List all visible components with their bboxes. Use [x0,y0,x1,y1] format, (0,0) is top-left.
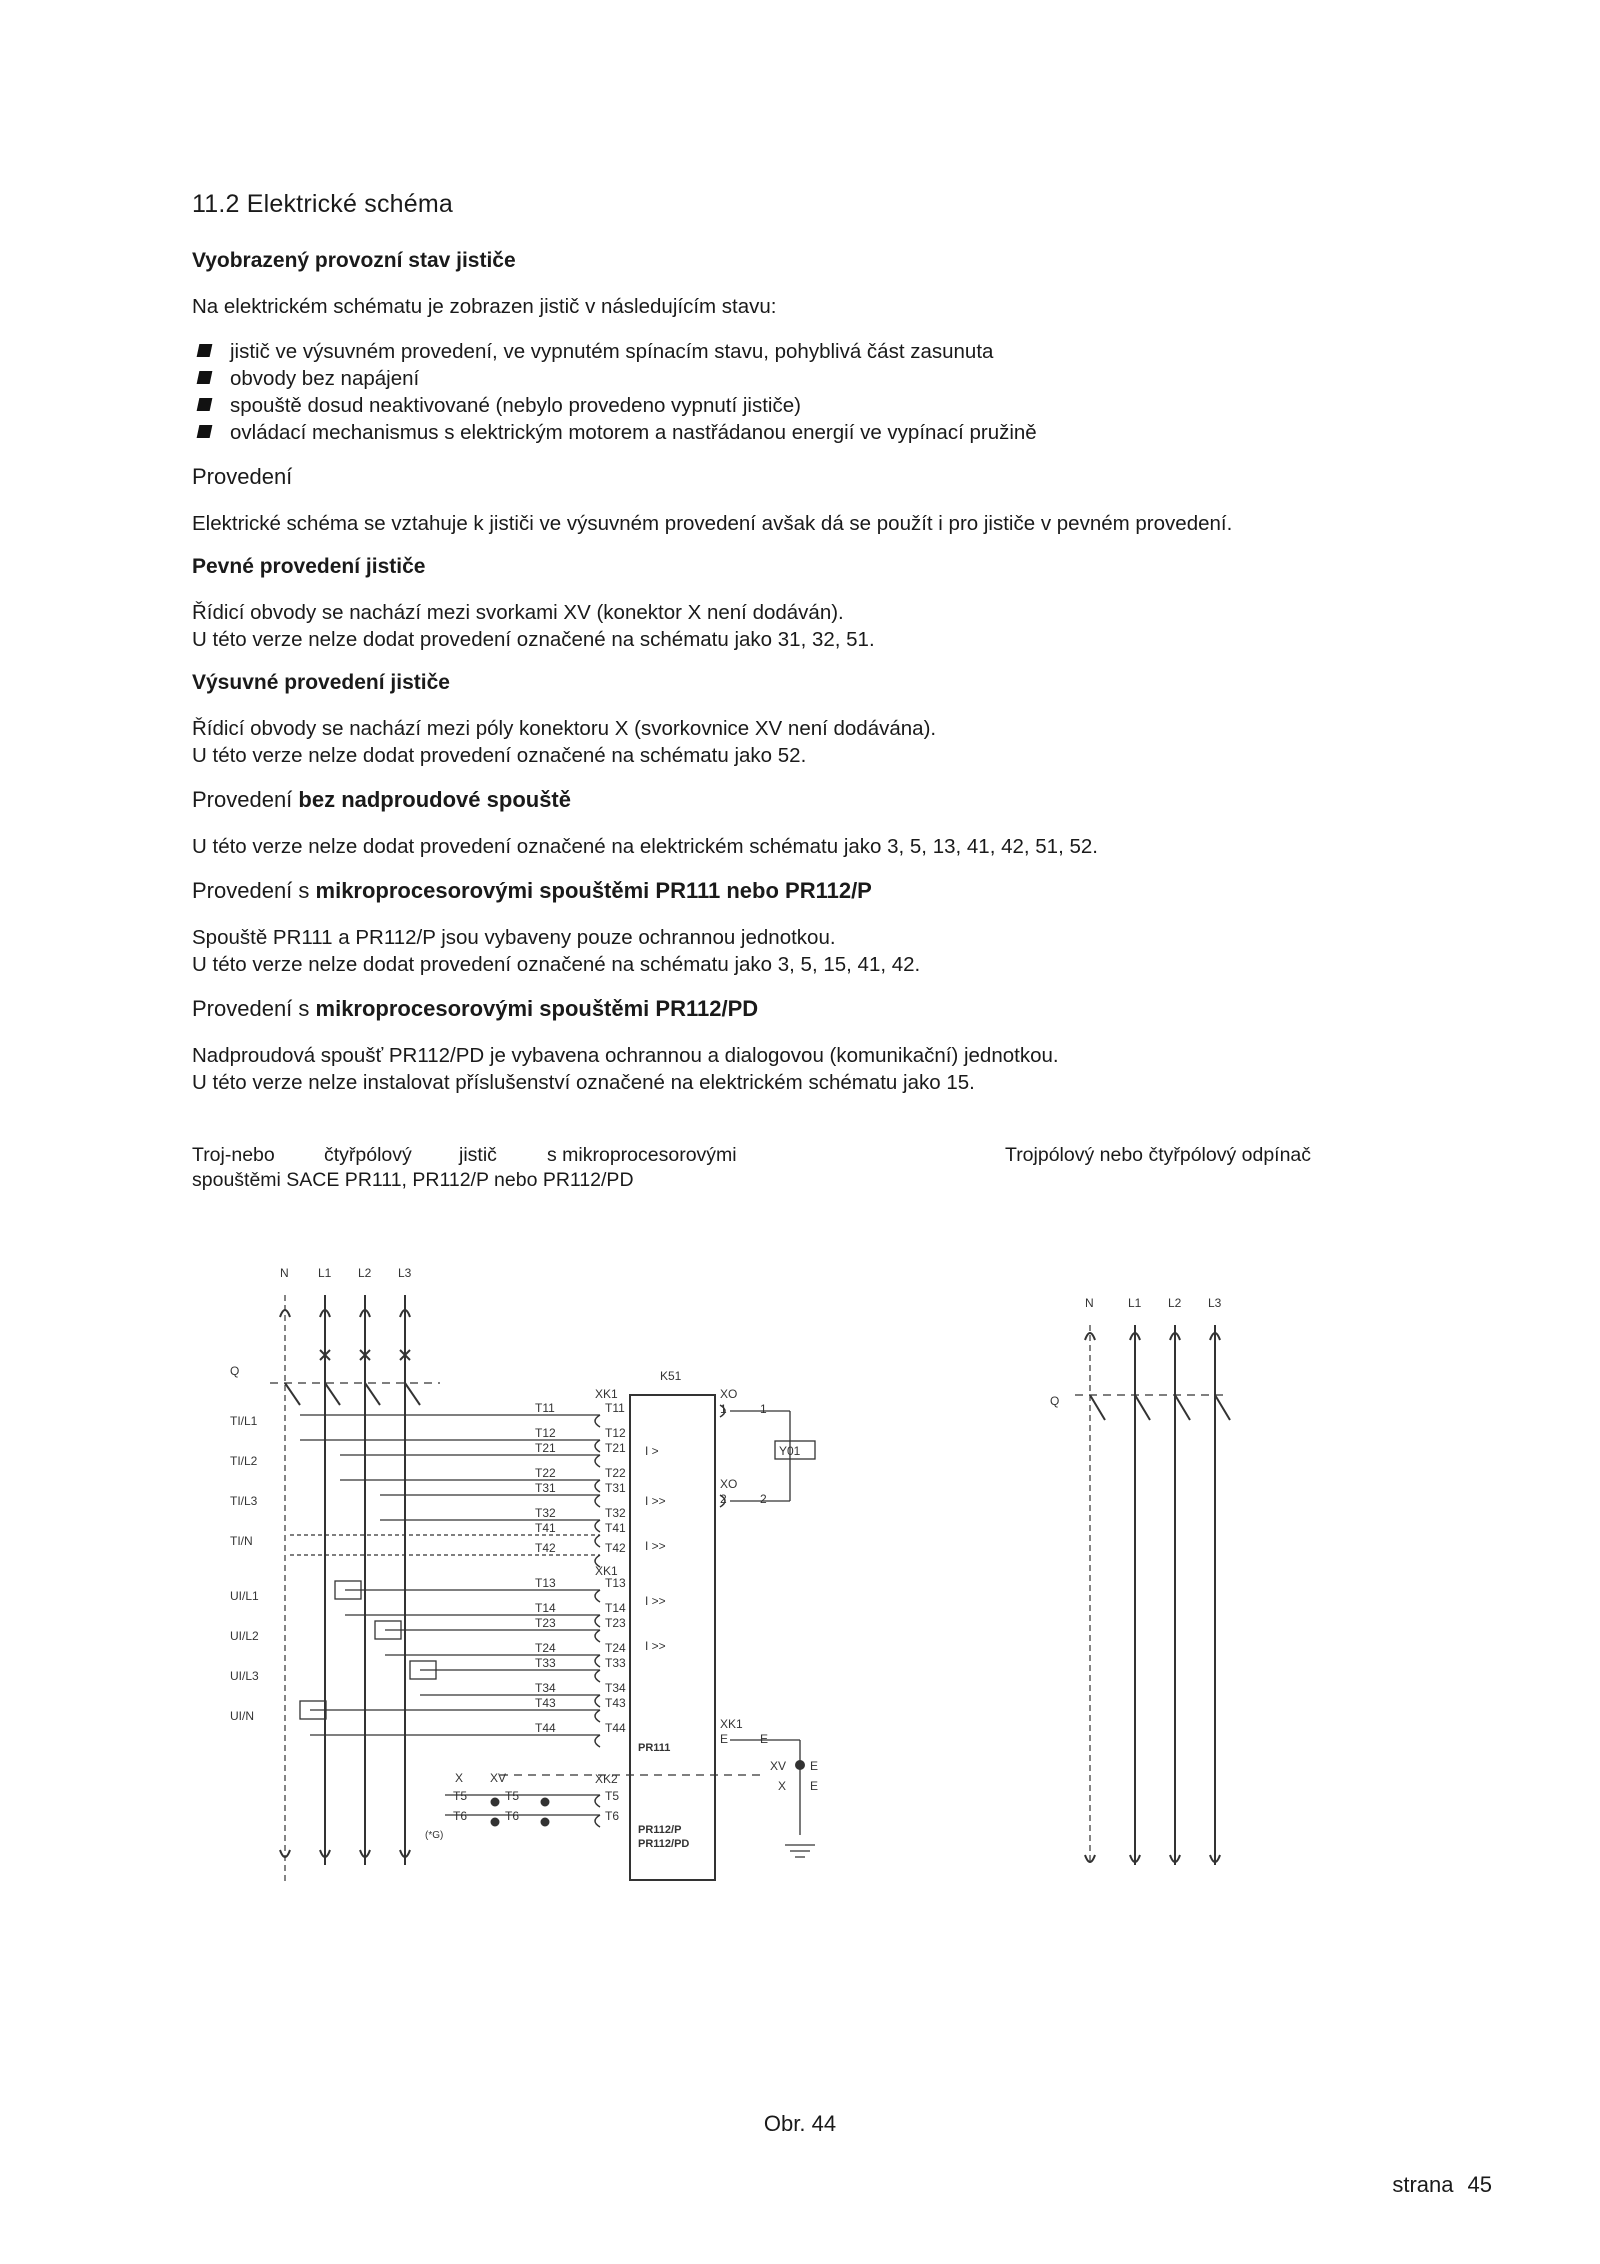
svg-text:E: E [720,1732,729,1746]
svg-text:I >: I > [645,1444,659,1458]
bullet-square-icon [197,344,213,357]
svg-text:2: 2 [760,1492,767,1506]
svg-text:2: 2 [720,1492,727,1506]
svg-text:(*G): (*G) [425,1830,444,1841]
svg-text:T24: T24 [605,1641,626,1655]
text-column [192,190,1452,1114]
list-item: obvody bez napájení [192,365,1452,392]
svg-text:T12: T12 [605,1426,626,1440]
svg-text:UI/N: UI/N [230,1709,254,1723]
svg-text:L3: L3 [1208,1296,1222,1310]
svg-text:T13: T13 [605,1576,626,1590]
section-title: 11.2 Elektrické schéma [192,190,453,218]
svg-text:T23: T23 [535,1616,556,1630]
svg-text:1: 1 [720,1402,727,1416]
svg-text:XK1: XK1 [595,1387,618,1401]
svg-text:I >>: I >> [645,1639,666,1653]
svg-text:T32: T32 [605,1506,626,1520]
svg-text:T41: T41 [605,1521,626,1535]
svg-text:T43: T43 [605,1696,626,1710]
svg-text:T34: T34 [535,1681,556,1695]
svg-text:TI/L1: TI/L1 [230,1414,258,1428]
svg-text:T22: T22 [605,1466,626,1480]
svg-text:T5: T5 [505,1789,520,1803]
pevne-heading: Pevné provedení jističe [192,555,426,578]
svg-text:T14: T14 [535,1601,556,1615]
pr112pd-heading: Provedení s mikroprocesorovými spouštěmi PR112/PD [192,996,759,1021]
svg-text:X: X [778,1779,787,1793]
svg-text:1: 1 [760,1402,767,1416]
svg-text:PR111: PR111 [638,1742,671,1754]
svg-text:E: E [810,1759,819,1773]
svg-text:T21: T21 [535,1441,556,1455]
bez-spouste-heading: Provedení bez nadproudové spouště [192,787,571,812]
caption-disconnector: Trojpólový nebo čtyřpólový odpínač [1005,1144,1312,1166]
svg-text:T34: T34 [605,1681,626,1695]
svg-text:T11: T11 [535,1401,555,1415]
pevne-text: Řídicí obvody se nachází mezi svorkami XV (konektor X není dodáván). U této verze nelze dodat provedení označené na schématu jako 31, 32, 51. [192,601,875,651]
svg-text:E: E [810,1779,819,1793]
svg-text:T14: T14 [605,1601,626,1615]
svg-text:L1: L1 [1128,1296,1142,1310]
svg-text:Y01: Y01 [779,1444,801,1458]
svg-text:XK1: XK1 [595,1564,618,1578]
svg-text:T42: T42 [535,1541,556,1555]
svg-text:XV: XV [770,1759,787,1773]
svg-text:Q: Q [230,1364,240,1378]
svg-text:T33: T33 [605,1656,626,1670]
svg-text:PR112/P: PR112/P [638,1824,682,1836]
state-bullet-list [192,338,1452,446]
svg-text:L2: L2 [1168,1296,1182,1310]
svg-text:XK2: XK2 [595,1772,618,1786]
svg-text:T31: T31 [535,1481,556,1495]
svg-text:XK1: XK1 [720,1717,743,1731]
svg-text:N: N [280,1266,289,1280]
svg-text:TI/N: TI/N [230,1534,253,1548]
svg-text:X: X [455,1771,464,1785]
vysuvne-text: Řídicí obvody se nachází mezi póly konektoru X (svorkovnice XV není dodávána). U této verze nelze dodat provedení označené na schématu jako 52. [192,717,937,767]
svg-text:T6: T6 [605,1809,620,1823]
svg-text:T6: T6 [505,1809,520,1823]
svg-text:XO: XO [720,1387,738,1401]
figure-caption: Obr. 44 [763,2111,837,2136]
svg-text:TI/L3: TI/L3 [230,1494,258,1508]
svg-text:UI/L1: UI/L1 [230,1589,259,1603]
svg-text:TI/L2: TI/L2 [230,1454,258,1468]
svg-text:N: N [1085,1296,1094,1310]
pr111-heading: Provedení s mikroprocesorovými spouštěmi PR111 nebo PR112/P [192,878,872,903]
bez-spouste-text: U této verze nelze dodat provedení označené na elektrickém schématu jako 3, 5, 13, 41, 42, 51, 52. [192,835,1098,858]
svg-text:T12: T12 [535,1426,556,1440]
svg-text:E: E [760,1732,769,1746]
svg-text:T21: T21 [605,1441,626,1455]
caption-breaker: Troj-nebo čtyřpólový jistič s mikroprocesorovými spouštěmi SACE PR111, PR112/P nebo PR112/PD [192,1144,737,1191]
svg-text:L2: L2 [358,1266,372,1280]
state-heading: Vyobrazený provozní stav jističe [192,249,516,272]
provedeni-text: Elektrické schéma se vztahuje k jističi ve výsuvném provedení avšak dá se použít i pro jističe v pevném provedení. [192,512,1233,535]
svg-text:I >>: I >> [645,1594,666,1608]
state-intro: Na elektrickém schématu je zobrazen jistič v následujícím stavu: [192,295,777,318]
svg-text:UI/L2: UI/L2 [230,1629,259,1643]
list-item: jistič ve výsuvném provedení, ve vypnutém spínacím stavu, pohyblivá část zasunuta [192,338,1452,365]
pr112pd-text: Nadproudová spoušť PR112/PD je vybavena ochrannou a dialogovou (komunikační) jednotkou. U této verze nelze instalovat příslušenství označené na elektrickém schématu jako 15. [192,1044,1059,1094]
svg-text:T31: T31 [605,1481,626,1495]
svg-text:T5: T5 [453,1789,468,1803]
bullet-square-icon [197,398,213,411]
page-number: strana 45 [1392,2172,1492,2197]
svg-text:T42: T42 [605,1541,626,1555]
svg-text:XO: XO [720,1477,738,1491]
svg-text:L3: L3 [398,1266,412,1280]
svg-text:PR112/PD: PR112/PD [638,1838,690,1850]
bullet-square-icon [197,371,213,384]
svg-text:I >>: I >> [645,1494,666,1508]
vysuvne-heading: Výsuvné provedení jističe [192,671,450,694]
svg-text:I >>: I >> [645,1539,666,1553]
svg-text:K51: K51 [660,1369,682,1383]
svg-text:T32: T32 [535,1506,556,1520]
schematic-svg [200,1255,1360,1895]
svg-text:Q: Q [1050,1394,1060,1408]
svg-text:T41: T41 [535,1521,556,1535]
svg-text:T13: T13 [535,1576,556,1590]
list-item: spouště dosud neaktivované (nebylo provedeno vypnutí jističe) [192,392,1452,419]
svg-text:T24: T24 [535,1641,556,1655]
svg-text:T22: T22 [535,1466,556,1480]
svg-text:T5: T5 [605,1789,620,1803]
svg-text:T33: T33 [535,1656,556,1670]
svg-text:L1: L1 [318,1266,332,1280]
svg-text:XV: XV [490,1771,507,1785]
svg-text:UI/L3: UI/L3 [230,1669,259,1683]
circuit-diagram [200,1255,1360,1895]
provedeni-heading: Provedení [192,464,293,489]
svg-text:T43: T43 [535,1696,556,1710]
pr111-text: Spouště PR111 a PR112/P jsou vybaveny pouze ochrannou jednotkou. U této verze nelze dodat provedení označené na schématu jako 3, 5, 15, 41, 42. [192,926,921,976]
svg-text:T6: T6 [453,1809,468,1823]
svg-text:T11: T11 [605,1401,625,1415]
list-item: ovládací mechanismus s elektrickým motorem a nastřádanou energií ve vypínací pružině [192,419,1452,446]
svg-text:T44: T44 [605,1721,626,1735]
svg-text:T23: T23 [605,1616,626,1630]
bullet-square-icon [197,425,213,438]
svg-text:T44: T44 [535,1721,556,1735]
